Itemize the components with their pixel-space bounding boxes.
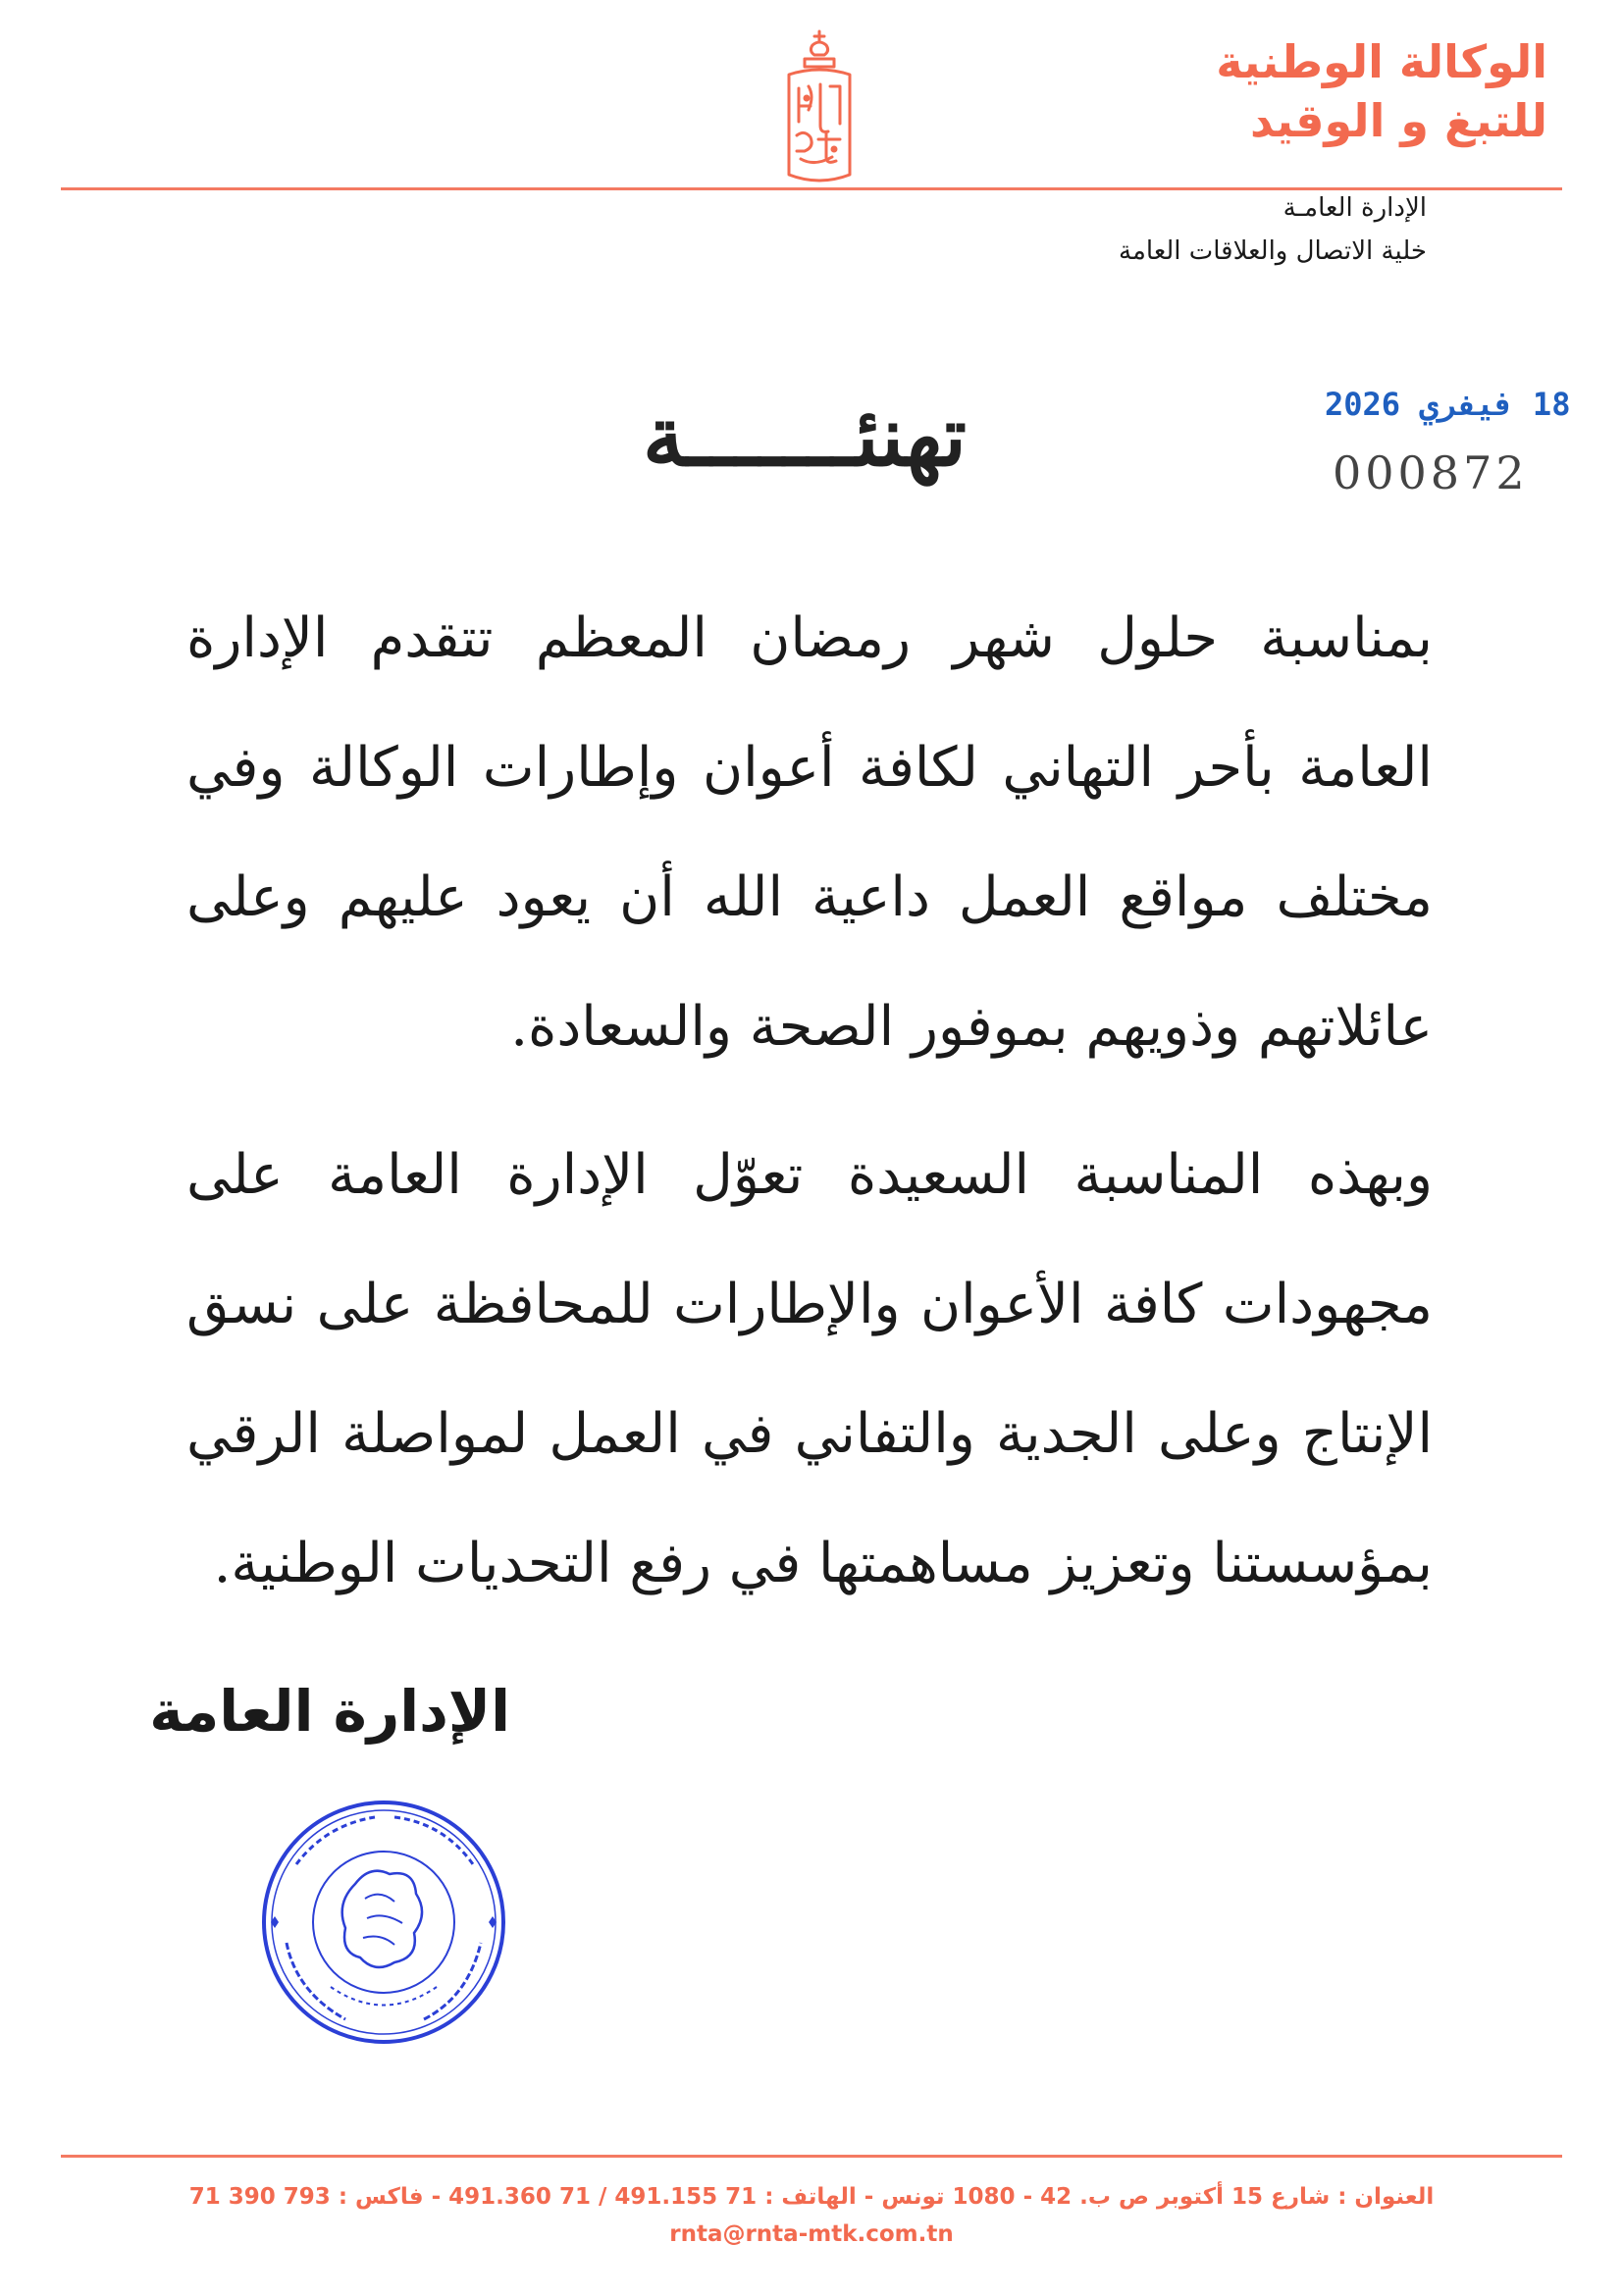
body-paragraph-1: بمناسبة حلول شهر رمضان المعظم تتقدم الإدارة العامة بأحر التهاني لكافة أعوان وإطارات الوكالة وفي مختلف مواقع العمل داعية الله أن يعود عليهم وعلى عائلاتهم وذويهم بموفور الصحة والسعادة.	[186, 606, 1433, 1059]
agency-calligraphy-logo-icon	[775, 27, 864, 209]
footer-divider	[61, 2155, 1562, 2158]
agency-name-line1: الوكالة الوطنية	[1216, 35, 1547, 88]
body-paragraph-2: وبهذه المناسبة السعيدة تعوّل الإدارة العامة على مجهودات كافة الأعوان والإطارات للمحافظة على نسق الإنتاج وعلى الجدية والتفاني في العمل لمواصلة الرقي بمؤسستنا وتعزيز مساهمتها في رفع التحديات الوطنية.	[186, 1143, 1433, 1595]
department-label: الإدارة العامـة	[1283, 193, 1427, 223]
document-title: تهنئـــــــة	[642, 388, 968, 485]
unit-label: خلية الاتصال والعلاقات العامة	[1119, 236, 1427, 266]
footer-address: العنوان : شارع 15 أكتوبر ص ب. 42 - 1080 تونس - الهاتف : 71 491.155 / 71 491.360 - فاكس : 793 390 71	[188, 2184, 1435, 2210]
official-seal-icon	[257, 1796, 510, 2049]
signatory-label: الإدارة العامة	[149, 1678, 510, 1745]
registration-number-stamp: 000872	[1333, 446, 1529, 499]
registration-date-stamp: 18 فيفري 2026	[1325, 386, 1571, 423]
header-divider	[61, 187, 1562, 190]
footer-email: rnta@rnta-mtk.com.tn	[669, 2221, 954, 2247]
agency-name-line2: للتبغ و الوقيد	[1250, 94, 1547, 147]
